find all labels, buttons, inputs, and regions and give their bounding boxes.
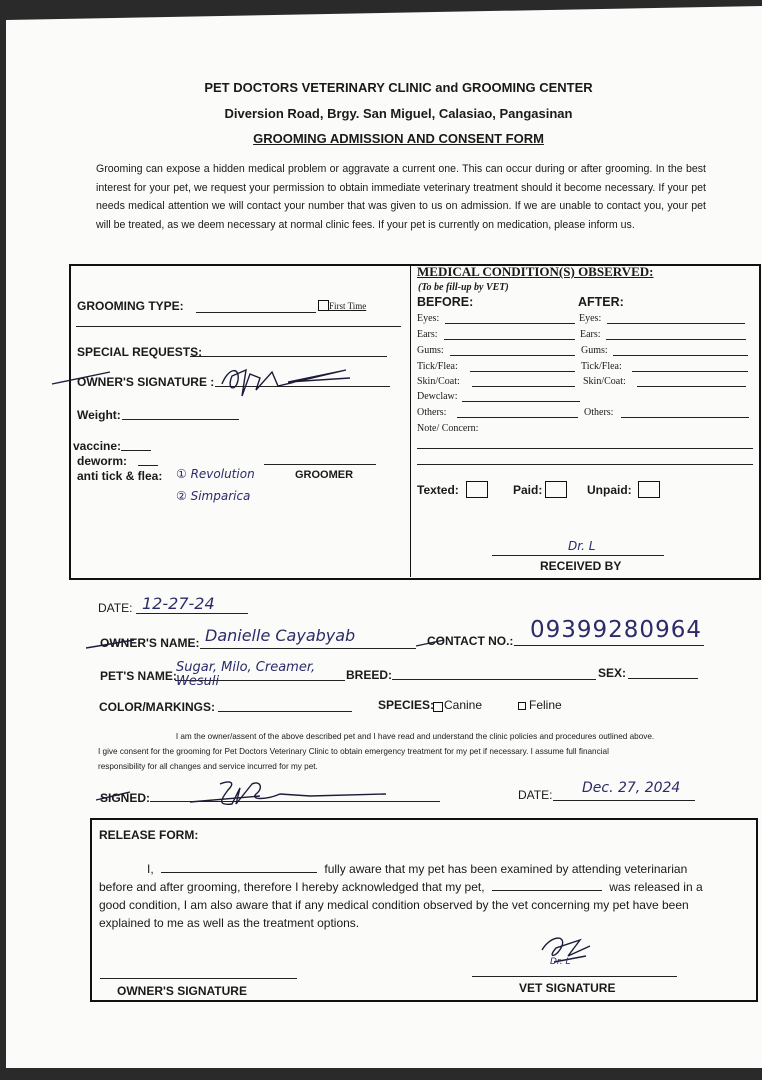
after-others-label: Others: [584, 407, 614, 418]
vet-signature-field[interactable] [472, 976, 677, 977]
note-concern-label: Note/ Concern: [417, 423, 479, 434]
sex-field[interactable] [628, 678, 698, 679]
date-value: 12-27-24 [142, 594, 215, 613]
owner-name-label: OWNER'S NAME: [100, 636, 200, 650]
release-pet-field[interactable] [492, 878, 602, 891]
paid-label: Paid: [513, 483, 543, 497]
owner-signed-scribble [90, 770, 400, 810]
paid-checkbox[interactable] [545, 481, 567, 498]
after-ears-label: Ears: [580, 329, 601, 340]
grooming-type-field[interactable] [196, 312, 316, 313]
grooming-type-line-2[interactable] [76, 326, 401, 327]
before-eyes-field[interactable] [445, 323, 575, 324]
feline-label: Feline [529, 698, 562, 712]
after-tick-label: Tick/Flea: [581, 361, 622, 372]
owner-release-signature-field[interactable] [100, 978, 297, 979]
texted-label: Texted: [417, 483, 459, 497]
note-line-1[interactable] [417, 448, 753, 449]
owner-name-value: Danielle Cayabyab [205, 626, 356, 645]
panel-divider [410, 265, 411, 577]
after-label: AFTER: [578, 295, 624, 309]
feline-checkbox[interactable] [518, 702, 526, 710]
form-title: GROOMING ADMISSION AND CONSENT FORM [253, 131, 544, 146]
vet-fill-note: (To be fill-up by VET) [418, 282, 509, 293]
consent-line-2: I give consent for the grooming for Pet Doctors Veterinary Clinic to obtain emergency treatment for my pet if necessary. I assume full financial [98, 747, 609, 756]
release-line-2: before and after grooming, therefore I hereby acknowledged that my pet, was released in a [99, 880, 703, 894]
groomer-label: GROOMER [295, 469, 354, 481]
intro-paragraph: Grooming can expose a hidden medical problem or aggravate a current one. This can occur during or after grooming. In the best interest for your pet, we request your permission to obtain immediate veterinary treatment should it become necessary. If your pet needs medical attention we will contact your number that was given to us on admission. If we are unable to contact you, your pet will be treated, as we deem necessary at normal clinic fees. If your pet is currently on medication, please inform us. [96, 163, 706, 231]
contact-label: CONTACT NO.: [427, 634, 514, 648]
before-skin-label: Skin/Coat: [417, 376, 460, 387]
special-requests-label: SPECIAL REQUESTS: [77, 345, 203, 359]
signed-date-label: DATE: [518, 788, 553, 802]
pet-name-label: PET'S NAME: [100, 669, 177, 683]
before-gums-field[interactable] [450, 355, 575, 356]
weight-label: Weight: [77, 408, 121, 422]
owner-release-signature-label: OWNER'S SIGNATURE [117, 984, 247, 998]
release-line-1: I, fully aware that my pet has been examined by attending veterinarian [147, 862, 688, 876]
color-markings-field[interactable] [218, 711, 352, 712]
after-skin-field[interactable] [637, 386, 746, 387]
before-skin-field[interactable] [472, 386, 575, 387]
texted-checkbox[interactable] [466, 481, 488, 498]
release-line-4: explained to me as well as the treatment options. [99, 916, 360, 930]
clinic-address: Diversion Road, Brgy. San Miguel, Calasiao, Pangasinan [224, 106, 573, 121]
consent-line-3: responsibility for all changes and service incurred for my pet. [98, 762, 318, 771]
received-by-signature: Dr. L [568, 539, 596, 553]
owner-signature-label: OWNER'S SIGNATURE : [77, 375, 215, 389]
first-time-label: First Time [329, 301, 367, 311]
species-label: SPECIES: [378, 698, 435, 712]
vaccine-label: vaccine: [73, 439, 122, 453]
after-eyes-field[interactable] [607, 323, 745, 324]
contact-field[interactable] [514, 645, 704, 646]
after-others-field[interactable] [621, 417, 749, 418]
canine-checkbox[interactable] [433, 702, 443, 712]
anti-tick-option-2: ② Simparica [176, 489, 251, 503]
before-dewclaw-field[interactable] [462, 401, 580, 402]
anti-tick-option-1: ① Revolution [176, 467, 255, 481]
after-gums-field[interactable] [613, 355, 748, 356]
breed-field[interactable] [392, 679, 596, 680]
before-tick-field[interactable] [470, 371, 575, 372]
release-line-3: good condition, I am also aware that if any medical condition observed by the vet concerning my pet have been [99, 898, 689, 912]
owner-name-field[interactable] [200, 648, 416, 649]
vet-initial: Dr. L [550, 957, 571, 967]
before-others-label: Others: [417, 407, 447, 418]
release-form-title: RELEASE FORM: [99, 828, 199, 842]
before-others-field[interactable] [457, 417, 578, 418]
signed-label: SIGNED: [100, 791, 151, 805]
signed-date-field[interactable] [553, 800, 695, 801]
consent-line-1: I am the owner/assent of the above described pet and I have read and understand the clinic policies and procedures outlined above. [175, 732, 655, 741]
date-label: DATE: [98, 601, 133, 615]
received-by-field[interactable] [492, 555, 664, 556]
before-tick-label: Tick/Flea: [417, 361, 458, 372]
unpaid-checkbox[interactable] [638, 481, 660, 498]
groomer-field[interactable] [264, 464, 376, 465]
before-label: BEFORE: [417, 295, 474, 309]
after-gums-label: Gums: [581, 345, 608, 356]
weight-field[interactable] [122, 419, 239, 420]
deworm-field[interactable] [138, 465, 158, 466]
received-by-label: RECEIVED BY [540, 559, 622, 573]
before-ears-label: Ears: [417, 329, 438, 340]
after-tick-field[interactable] [632, 371, 748, 372]
vaccine-field[interactable] [121, 450, 151, 451]
after-skin-label: Skin/Coat: [583, 376, 626, 387]
canine-label: Canine [444, 698, 483, 712]
color-markings-label: COLOR/MARKINGS: [99, 700, 215, 714]
note-line-2[interactable] [417, 464, 753, 465]
owner-signature-scribble [50, 356, 370, 400]
date-field[interactable] [136, 613, 248, 614]
clinic-name: PET DOCTORS VETERINARY CLINIC and GROOMING CENTER [204, 80, 593, 95]
before-eyes-label: Eyes: [417, 313, 440, 324]
anti-tick-label: anti tick & flea: [77, 469, 163, 483]
before-ears-field[interactable] [444, 339, 575, 340]
grooming-type-label: GROOMING TYPE: [77, 299, 184, 313]
vet-signature-label: VET SIGNATURE [519, 981, 616, 995]
first-time-checkbox[interactable] [318, 300, 329, 311]
release-name-field[interactable] [161, 860, 317, 873]
contact-value: 09399280964 [530, 617, 702, 643]
before-dewclaw-label: Dewclaw: [417, 391, 458, 402]
unpaid-label: Unpaid: [587, 483, 632, 497]
breed-label: BREED: [346, 668, 393, 682]
after-ears-field[interactable] [606, 339, 746, 340]
sex-label: SEX: [598, 666, 627, 680]
deworm-label: deworm: [77, 454, 128, 468]
medical-condition-title: MEDICAL CONDITION(S) OBSERVED: [417, 264, 654, 279]
pet-name-value: Sugar, Milo, Creamer, Wesuli [176, 660, 316, 689]
signed-date-value: Dec. 27, 2024 [582, 780, 681, 796]
before-gums-label: Gums: [417, 345, 444, 356]
after-eyes-label: Eyes: [579, 313, 602, 324]
